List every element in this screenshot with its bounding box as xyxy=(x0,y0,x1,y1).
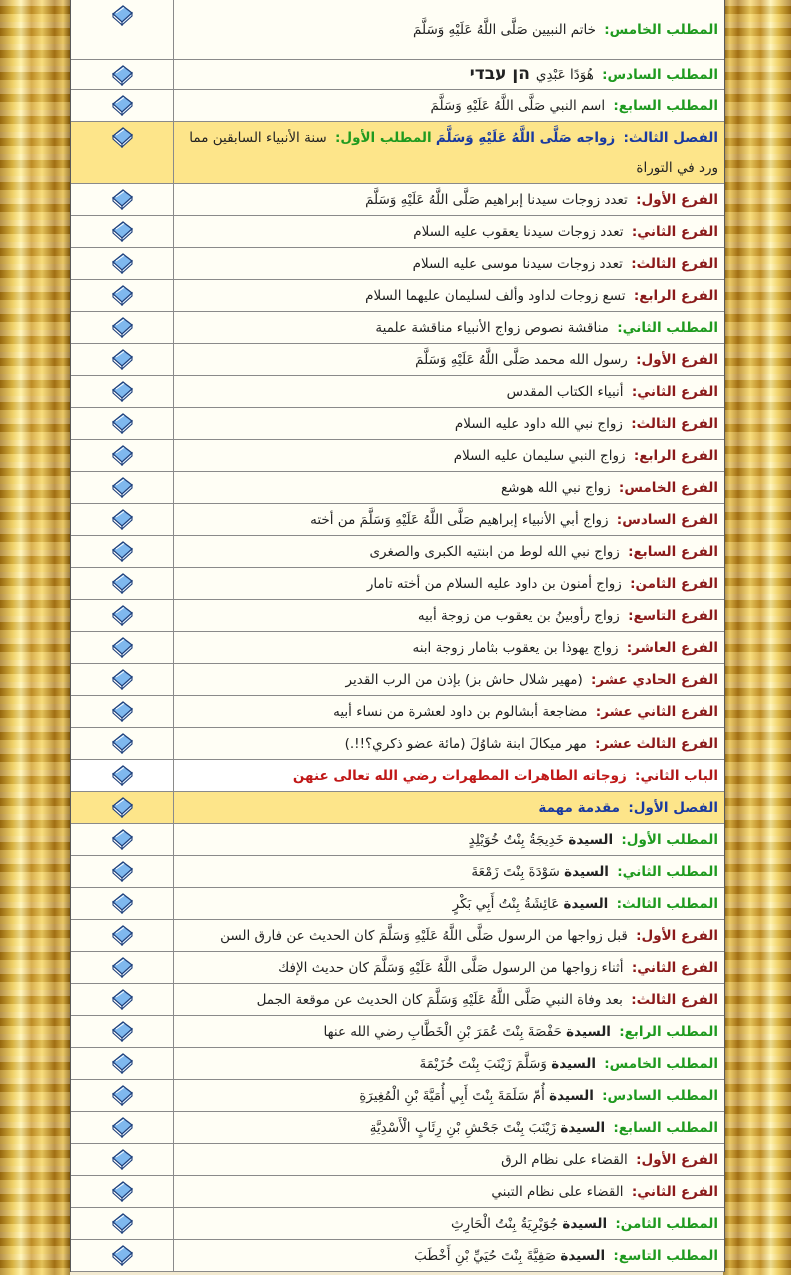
row-icon-cell xyxy=(71,408,174,439)
row-icon-cell xyxy=(71,280,174,311)
book-icon[interactable] xyxy=(110,126,134,148)
row-icon-cell xyxy=(71,728,174,759)
entry-title: زواج نبي الله هوشع xyxy=(501,479,611,496)
section-label: الفرع الرابع: xyxy=(633,447,718,464)
entry-title: زواجه صَلَّى اللَّهُ عَلَيْهِ وَسَلَّمَ xyxy=(435,129,616,146)
section-label: الفرع الخامس: xyxy=(618,479,718,496)
row-icon-cell xyxy=(71,952,174,983)
entry-title: بعد وفاة النبي صَلَّى اللَّهُ عَلَيْهِ وَسَلَّمَ كان الحديث عن موقعة الجمل xyxy=(256,991,623,1008)
row-icon-cell xyxy=(71,664,174,695)
toc-entry-text xyxy=(180,217,718,247)
entry-title: مهر ميكالَ ابنة شاوُلَ (مائة عضو ذكري؟!!.) xyxy=(344,735,587,752)
toc-entry-link[interactable] xyxy=(174,856,724,887)
section-label: الفرع الحادي عشر: xyxy=(591,671,718,688)
toc-entry-link[interactable] xyxy=(174,760,724,791)
toc-entry-text xyxy=(180,409,718,439)
toc-entry-link[interactable] xyxy=(174,248,724,279)
toc-row xyxy=(71,122,724,184)
book-icon[interactable] xyxy=(110,732,134,754)
row-icon-cell xyxy=(71,536,174,567)
section-label: الفرع الثاني: xyxy=(631,223,718,240)
toc-entry-link[interactable] xyxy=(174,216,724,247)
toc-entry-text xyxy=(180,665,718,695)
toc-row xyxy=(71,760,724,792)
toc-row xyxy=(71,184,724,216)
toc-entry-text xyxy=(180,1113,718,1143)
section-label: الفرع العاشر: xyxy=(626,639,718,656)
entry-title: زواج رأوبينُ بن يعقوب من زوجة أبيه xyxy=(417,607,620,624)
toc-entry-text xyxy=(180,91,718,121)
toc-entry-text xyxy=(180,185,718,215)
toc-entry-text xyxy=(180,281,718,311)
book-icon[interactable] xyxy=(110,764,134,786)
row-icon-cell xyxy=(71,0,174,59)
toc-entry-text xyxy=(180,1241,718,1271)
toc-row xyxy=(71,1144,724,1176)
toc-entry-link[interactable] xyxy=(174,60,724,89)
row-icon-cell xyxy=(71,472,174,503)
toc-entry-link[interactable] xyxy=(174,632,724,663)
title-prefix: السيدة xyxy=(566,1023,611,1040)
entry-title: عَائِشَةُ بِنْتُ أَبِي بَكْرٍ xyxy=(452,895,560,912)
toc-row xyxy=(71,1176,724,1208)
toc-row xyxy=(71,408,724,440)
book-icon[interactable] xyxy=(110,796,134,818)
entry-title: سنة الأنبياء السابقين مما ورد في التوراة xyxy=(189,129,718,176)
section-label: الفرع السادس: xyxy=(616,511,718,528)
entry-title: اسم النبي صَلَّى اللَّهُ عَلَيْهِ وَسَلَّمَ xyxy=(430,97,606,114)
entry-title: رسول الله محمد صَلَّى اللَّهُ عَلَيْهِ وَسَلَّمَ xyxy=(415,351,628,368)
book-icon[interactable] xyxy=(110,828,134,850)
row-icon-cell xyxy=(71,760,174,791)
toc-entry-text xyxy=(180,377,718,407)
row-icon-cell xyxy=(71,632,174,663)
row-icon-cell xyxy=(71,1048,174,1079)
toc-entry-text xyxy=(180,249,718,279)
toc-row xyxy=(71,216,724,248)
section-label: الفرع الثالث: xyxy=(631,991,718,1008)
book-icon[interactable] xyxy=(110,1148,134,1170)
row-icon-cell xyxy=(71,1112,174,1143)
toc-entry-link[interactable] xyxy=(174,1240,724,1271)
entry-title: القضاء على نظام التبني xyxy=(491,1183,624,1200)
row-icon-cell xyxy=(71,504,174,535)
row-icon-cell xyxy=(71,440,174,471)
title-prefix: السيدة xyxy=(549,1087,594,1104)
entry-title: صَفِيَّةَ بِنْتَ حُيَيِّ بْنِ أَخْطَبَ xyxy=(414,1247,557,1264)
book-icon[interactable] xyxy=(110,604,134,626)
row-icon-cell xyxy=(71,888,174,919)
row-icon-cell xyxy=(71,696,174,727)
entry-title: قبل زواجها من الرسول صَلَّى اللَّهُ عَلَيْهِ وَسَلَّمَ كان الحديث عن فارق السن xyxy=(220,927,628,944)
entry-title: أنبياء الكتاب المقدس xyxy=(506,383,624,400)
toc-entry-link[interactable] xyxy=(174,1080,724,1111)
toc-entry-link[interactable] xyxy=(174,472,724,503)
title-prefix: السيدة xyxy=(560,1119,606,1136)
toc-entry-text xyxy=(180,601,718,631)
entry-title: زواج نبي الله داود عليه السلام xyxy=(454,415,623,432)
toc-row xyxy=(71,536,724,568)
entry-title: مقدمة مهمة xyxy=(538,799,621,816)
toc-entry-link[interactable] xyxy=(174,1176,724,1207)
toc-row xyxy=(71,1016,724,1048)
section-label: المطلب الثالث: xyxy=(616,895,718,912)
toc-entry-text xyxy=(180,793,718,823)
section-label: الفرع السابع: xyxy=(628,543,718,560)
toc-entry-link[interactable] xyxy=(174,728,724,759)
toc-entry-link[interactable] xyxy=(174,1112,724,1143)
entry-title: هُوَدًا عَبْدِي xyxy=(535,67,594,83)
toc-row xyxy=(71,984,724,1016)
book-icon[interactable] xyxy=(110,1244,134,1266)
toc-entry-link[interactable] xyxy=(174,792,724,823)
section-label: الفرع الأول: xyxy=(636,191,718,208)
section-label: الفصل الثالث: xyxy=(623,129,718,146)
toc-entry-text xyxy=(180,729,718,759)
toc-row xyxy=(71,1240,724,1272)
toc-row xyxy=(71,856,724,888)
row-icon-cell xyxy=(71,312,174,343)
toc-row xyxy=(71,1048,724,1080)
entry-title: مناقشة نصوص زواج الأنبياء مناقشة علمية xyxy=(375,319,609,336)
entry-title: تعدد زوجات سيدنا موسى عليه السلام xyxy=(412,255,623,272)
toc-row xyxy=(71,60,724,90)
row-icon-cell xyxy=(71,1016,174,1047)
section-label: المطلب الثاني: xyxy=(617,319,718,336)
row-icon-cell xyxy=(71,568,174,599)
entry-title: زَيْنَبَ بِنْتَ جَحْشِ بْنِ رِئَابٍ الْأَسْدِيَّةِ xyxy=(369,1119,557,1136)
toc-entry-text xyxy=(180,921,718,951)
toc-entry-link[interactable] xyxy=(174,344,724,375)
toc-row xyxy=(71,344,724,376)
book-icon[interactable] xyxy=(110,1020,134,1042)
section-label: المطلب الرابع: xyxy=(619,1023,718,1040)
section-label: المطلب السابع: xyxy=(613,1119,718,1136)
entry-title: خَدِيجَةُ بِنْتُ خُوَيْلِدٍ xyxy=(468,831,565,848)
book-icon[interactable] xyxy=(110,508,134,530)
toc-row xyxy=(71,888,724,920)
toc-entry-link[interactable] xyxy=(174,536,724,567)
book-icon[interactable] xyxy=(110,860,134,882)
gold-frame-right xyxy=(723,0,791,1275)
row-icon-cell xyxy=(71,344,174,375)
toc-entry-text xyxy=(180,697,718,727)
toc-entry-text xyxy=(180,537,718,567)
section-label: الفرع الأول: xyxy=(636,1151,718,1168)
book-icon[interactable] xyxy=(110,94,134,116)
toc-entry-text xyxy=(180,633,718,663)
book-icon[interactable] xyxy=(110,4,134,26)
toc-entry-text xyxy=(180,505,718,535)
row-icon-cell xyxy=(71,1144,174,1175)
toc-row xyxy=(71,1112,724,1144)
title-prefix: السيدة xyxy=(564,863,609,880)
title-prefix: السيدة xyxy=(560,1247,606,1264)
section-label: المطلب السادس: xyxy=(602,67,718,83)
toc-row xyxy=(71,1208,724,1240)
section-label: الفرع الثاني: xyxy=(631,959,718,976)
section-label: المطلب التاسع: xyxy=(613,1247,718,1264)
row-icon-cell xyxy=(71,920,174,951)
toc-row xyxy=(71,920,724,952)
entry-title: (مهير شلال حاش بز) بإذن من الرب القدير xyxy=(345,671,583,688)
toc-row xyxy=(71,0,724,60)
toc-entry-link[interactable] xyxy=(174,0,724,59)
title-prefix: السيدة xyxy=(562,1215,608,1232)
section-label: المطلب الثاني: xyxy=(617,863,718,880)
book-icon[interactable] xyxy=(110,988,134,1010)
book-icon[interactable] xyxy=(110,924,134,946)
section-label: الفرع الثالث: xyxy=(631,255,718,272)
book-icon[interactable] xyxy=(110,892,134,914)
toc-entry-text xyxy=(180,1209,718,1239)
row-icon-cell xyxy=(71,600,174,631)
gold-frame-left xyxy=(0,0,70,1275)
section-label: الفرع الرابع: xyxy=(633,287,718,304)
toc-entry-link[interactable] xyxy=(174,1048,724,1079)
row-icon-cell xyxy=(71,60,174,89)
toc-entry-text xyxy=(180,985,718,1015)
table-of-contents xyxy=(70,0,725,1272)
toc-entry-text xyxy=(180,313,718,343)
section-label: المطلب الخامس: xyxy=(604,1055,718,1072)
row-icon-cell xyxy=(71,1176,174,1207)
entry-title: وَسَلَّمَ زَيْنَبَ بِنْتَ خُزَيْمَةَ xyxy=(419,1055,547,1072)
toc-entry-link[interactable] xyxy=(174,90,724,121)
toc-row xyxy=(71,600,724,632)
toc-row xyxy=(71,312,724,344)
book-icon[interactable] xyxy=(110,1084,134,1106)
section-label: الفرع الثالث عشر: xyxy=(595,735,718,752)
row-icon-cell xyxy=(71,184,174,215)
toc-entry-link[interactable] xyxy=(174,1208,724,1239)
toc-row xyxy=(71,952,724,984)
toc-entry-text xyxy=(180,15,718,45)
entry-title: أُمّ سَلَمَةَ بِنْتَ أَبِي أُمَيَّةَ بْنِ الْمُغِيرَةِ xyxy=(359,1087,545,1104)
section-label: المطلب السابع: xyxy=(613,97,718,114)
entry-title: تعدد زوجات سيدنا إبراهيم صَلَّى اللَّهُ عَلَيْهِ وَسَلَّمَ xyxy=(365,191,628,208)
toc-entry-text xyxy=(180,345,718,375)
section-label: المطلب السادس: xyxy=(602,1087,718,1104)
toc-entry-text xyxy=(180,1145,718,1175)
section-label: الفصل الأول: xyxy=(628,799,718,816)
toc-entry-text xyxy=(180,123,718,183)
toc-entry-link[interactable] xyxy=(174,696,724,727)
row-icon-cell xyxy=(71,824,174,855)
entry-title: زواج أبي الأنبياء إبراهيم صَلَّى اللَّهُ عَلَيْهِ وَسَلَّمَ من أخته xyxy=(310,511,609,528)
toc-entry-text xyxy=(180,953,718,983)
book-icon[interactable] xyxy=(110,668,134,690)
book-icon[interactable] xyxy=(110,1116,134,1138)
entry-title: حَفْصَةَ بِنْتَ عُمَرَ بْنِ الْخَطَّابِ رضي الله عنها xyxy=(323,1023,562,1040)
entry-title: زوجاته الطاهرات المطهرات رضي الله تعالى عنهن xyxy=(292,767,627,784)
toc-entry-text xyxy=(180,761,718,791)
toc-entry-text xyxy=(180,569,718,599)
toc-row xyxy=(71,504,724,536)
row-icon-cell xyxy=(71,792,174,823)
entry-title: خاتم النبيين صَلَّى اللَّهُ عَلَيْهِ وَسَلَّمَ xyxy=(412,21,596,38)
book-icon[interactable] xyxy=(110,284,134,306)
toc-entry-link[interactable] xyxy=(174,440,724,471)
title-prefix: السيدة xyxy=(568,831,614,848)
book-icon[interactable] xyxy=(110,636,134,658)
section-label: الفرع الثامن: xyxy=(630,575,718,592)
toc-entry-link[interactable] xyxy=(174,824,724,855)
row-icon-cell xyxy=(71,1240,174,1271)
toc-row xyxy=(71,440,724,472)
section-label: المطلب الثامن: xyxy=(615,1215,718,1232)
toc-entry-link[interactable] xyxy=(174,600,724,631)
section-label: المطلب الخامس: xyxy=(604,21,718,38)
entry-title: زواج يهوذا بن يعقوب بثامار زوجة ابنه xyxy=(412,639,619,656)
toc-entry-link[interactable] xyxy=(174,984,724,1015)
book-icon[interactable] xyxy=(110,1052,134,1074)
entry-title: جُوَيْرِيَةُ بِنْتُ الْحَارِثِ xyxy=(450,1215,559,1232)
hebrew-text: הן עבדי xyxy=(469,64,530,84)
book-icon[interactable] xyxy=(110,64,134,86)
title-prefix: السيدة xyxy=(563,895,609,912)
toc-entry-link[interactable] xyxy=(174,184,724,215)
book-icon[interactable] xyxy=(110,1212,134,1234)
toc-entry-text xyxy=(180,1081,718,1111)
section-label: الفرع الثالث: xyxy=(631,415,718,432)
book-icon[interactable] xyxy=(110,1180,134,1202)
toc-row xyxy=(71,824,724,856)
toc-entry-link[interactable] xyxy=(174,920,724,951)
row-icon-cell xyxy=(71,90,174,121)
toc-entry-text xyxy=(180,857,718,887)
toc-entry-text xyxy=(180,1049,718,1079)
toc-entry-link[interactable] xyxy=(174,408,724,439)
entry-title: مضاجعة أبشالوم بن داود لعشرة من نساء أبيه xyxy=(333,703,588,720)
toc-row xyxy=(71,568,724,600)
toc-row xyxy=(71,728,724,760)
toc-entry-link[interactable] xyxy=(174,664,724,695)
section-label: الفرع الثاني: xyxy=(631,1183,718,1200)
toc-entry-text xyxy=(180,825,718,855)
row-icon-cell xyxy=(71,216,174,247)
book-icon[interactable] xyxy=(110,316,134,338)
book-icon[interactable] xyxy=(110,444,134,466)
entry-title: أثناء زواجها من الرسول صَلَّى اللَّهُ عَلَيْهِ وَسَلَّمَ كان حديث الإفك xyxy=(278,959,624,976)
toc-entry-link[interactable] xyxy=(174,280,724,311)
title-prefix: السيدة xyxy=(551,1055,596,1072)
row-icon-cell xyxy=(71,248,174,279)
toc-row xyxy=(71,632,724,664)
toc-row xyxy=(71,1080,724,1112)
toc-entry-link[interactable] xyxy=(174,1144,724,1175)
book-icon[interactable] xyxy=(110,188,134,210)
toc-entry-link[interactable] xyxy=(174,122,724,183)
toc-entry-text xyxy=(180,1017,718,1047)
toc-entry-link[interactable] xyxy=(174,1016,724,1047)
entry-title: تعدد زوجات سيدنا يعقوب عليه السلام xyxy=(413,223,624,240)
book-icon[interactable] xyxy=(110,700,134,722)
section-label: الفرع التاسع: xyxy=(628,607,718,624)
row-icon-cell xyxy=(71,376,174,407)
section-label: الفرع الثاني: xyxy=(631,383,718,400)
toc-entry-link[interactable] xyxy=(174,376,724,407)
toc-row xyxy=(71,280,724,312)
toc-row xyxy=(71,696,724,728)
book-icon[interactable] xyxy=(110,348,134,370)
book-icon[interactable] xyxy=(110,540,134,562)
book-icon[interactable] xyxy=(110,380,134,402)
toc-entry-link[interactable] xyxy=(174,568,724,599)
book-icon[interactable] xyxy=(110,476,134,498)
section-label: الباب الثاني: xyxy=(635,767,718,784)
toc-row xyxy=(71,472,724,504)
book-icon[interactable] xyxy=(110,220,134,242)
toc-row xyxy=(71,90,724,122)
book-icon[interactable] xyxy=(110,956,134,978)
section-label: الفرع الثاني عشر: xyxy=(595,703,718,720)
entry-title: تسع زوجات لداود وألف لسليمان عليهما السلام xyxy=(365,287,626,304)
section-label: الفرع الأول: xyxy=(636,351,718,368)
book-icon[interactable] xyxy=(110,572,134,594)
entry-title: القضاء على نظام الرق xyxy=(501,1151,628,1168)
toc-entry-link[interactable] xyxy=(174,888,724,919)
toc-row xyxy=(71,664,724,696)
toc-entry-text xyxy=(180,441,718,471)
row-icon-cell xyxy=(71,122,174,183)
section-label: الفرع الأول: xyxy=(636,927,718,944)
toc-entry-text xyxy=(180,1177,718,1207)
row-icon-cell xyxy=(71,856,174,887)
entry-title: زواج النبي سليمان عليه السلام xyxy=(453,447,626,464)
book-icon[interactable] xyxy=(110,412,134,434)
toc-entry-link[interactable] xyxy=(174,312,724,343)
row-icon-cell xyxy=(71,1208,174,1239)
toc-entry-text xyxy=(180,59,718,90)
toc-row xyxy=(71,376,724,408)
book-icon[interactable] xyxy=(110,252,134,274)
row-icon-cell xyxy=(71,984,174,1015)
section-label: المطلب الأول: xyxy=(621,831,718,848)
entry-title: سَوْدَةَ بِنْتَ زَمْعَةَ xyxy=(471,863,560,880)
toc-entry-text xyxy=(180,889,718,919)
toc-entry-link[interactable] xyxy=(174,952,724,983)
toc-row xyxy=(71,792,724,824)
toc-entry-text xyxy=(180,473,718,503)
section-label: المطلب الأول: xyxy=(335,129,432,146)
toc-row xyxy=(71,248,724,280)
entry-title: زواج أمنون بن داود عليه السلام من أخته تامار xyxy=(366,575,622,592)
toc-entry-link[interactable] xyxy=(174,504,724,535)
entry-title: زواج نبي الله لوط من ابنتيه الكبرى والصغرى xyxy=(369,543,620,560)
row-icon-cell xyxy=(71,1080,174,1111)
